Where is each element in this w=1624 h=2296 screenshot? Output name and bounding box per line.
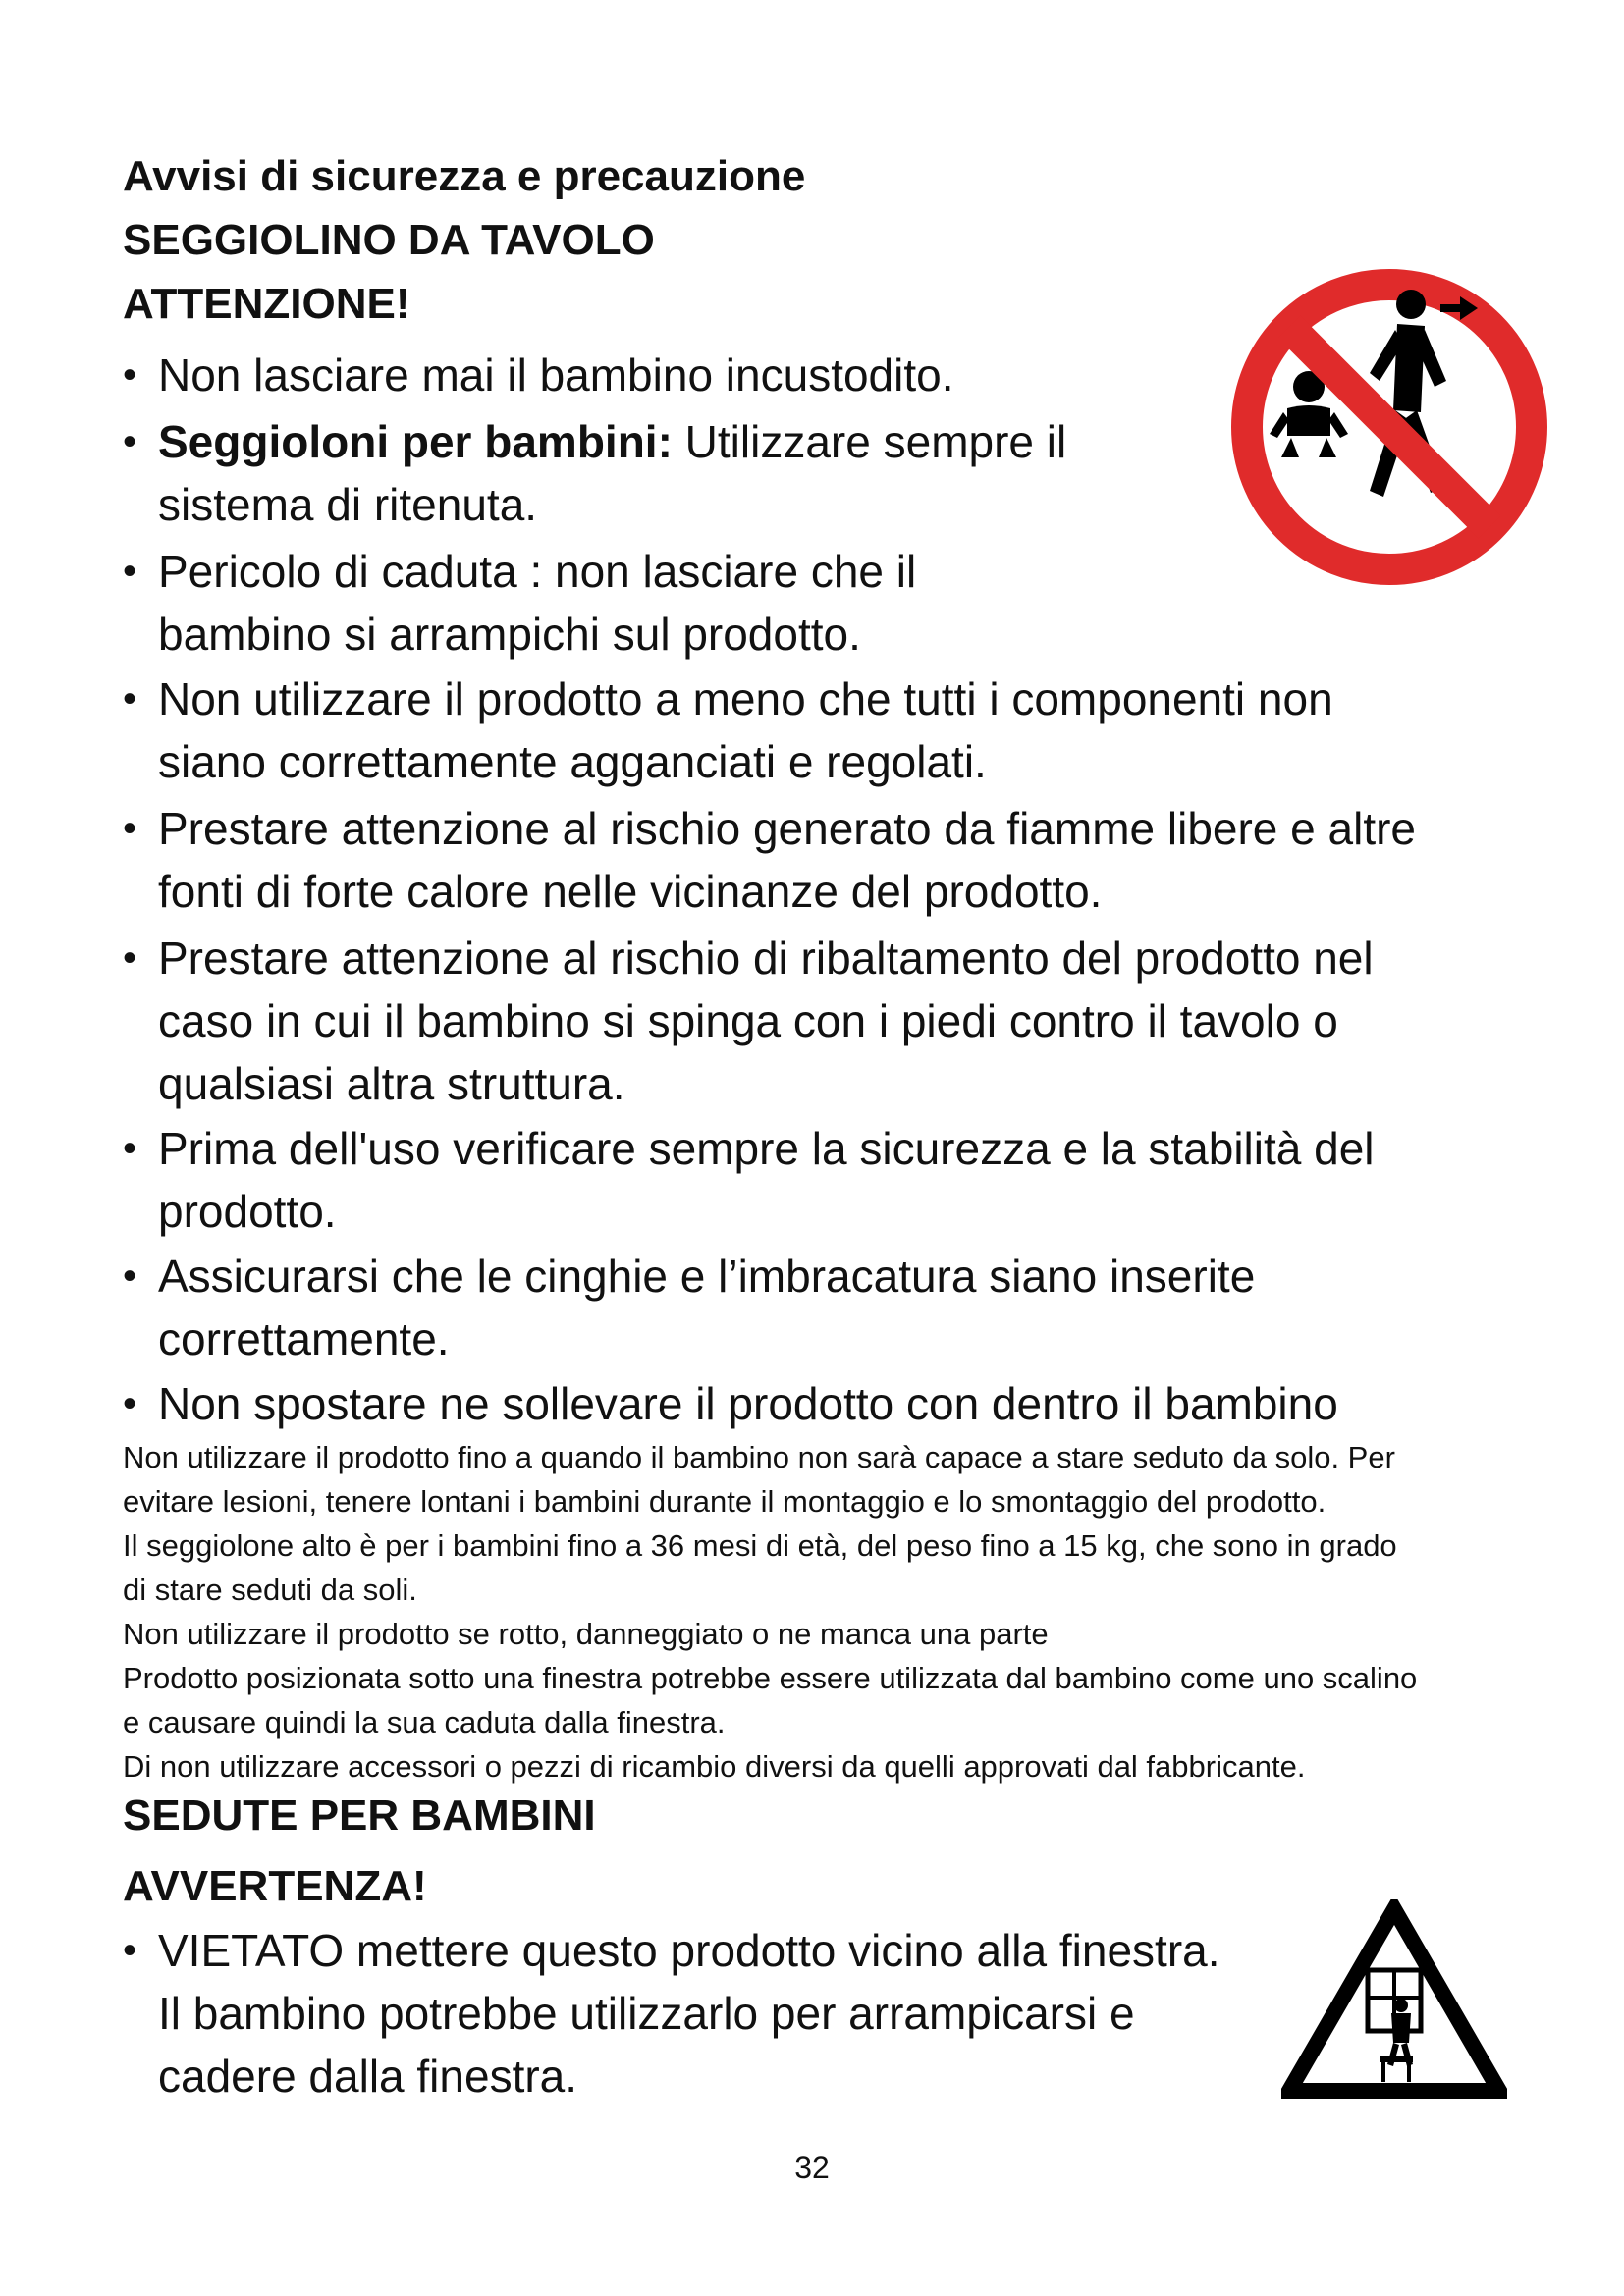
section-title: Avvisi di sicurezza e precauzione xyxy=(123,152,806,200)
bullet-icon: • xyxy=(123,807,137,850)
list-item-text: correttamente. xyxy=(158,1313,450,1364)
list-item-text: Prestare attenzione al rischio di ribaltamento del prodotto nel xyxy=(158,933,1374,984)
paragraph-line: Di non utilizzare accessori o pezzi di ricambio diversi da quelli approvati dal fabbricante. xyxy=(123,1749,1306,1784)
list-item-text: prodotto. xyxy=(158,1186,337,1237)
list-item xyxy=(123,410,1066,536)
list-item-text: Prestare attenzione al rischio generato da fiamme libere e altre xyxy=(158,803,1417,854)
paragraph-line: Non utilizzare il prodotto se rotto, danneggiato o ne manca una parte xyxy=(123,1617,1049,1651)
paragraph-line: evitare lesioni, tenere lontani i bambini durante il montaggio e lo smontaggio del prodotto. xyxy=(123,1484,1326,1519)
paragraph-line: Non utilizzare il prodotto fino a quando il bambino non sarà capace a stare seduto da solo. Per xyxy=(123,1440,1395,1474)
list-item-text: caso in cui il bambino si spinga con i piedi contro il tavolo o xyxy=(158,995,1338,1046)
list-item-text: Non lasciare mai il bambino incustodito. xyxy=(158,349,954,400)
list-item-text: sistema di ritenuta. xyxy=(158,479,538,530)
paragraph-line: Prodotto posizionata sotto una finestra potrebbe essere utilizzata dal bambino come uno scalino xyxy=(123,1661,1418,1695)
list-item xyxy=(123,1919,1220,2108)
list-item xyxy=(123,1117,1375,1243)
list-item-text: Il bambino potrebbe utilizzarlo per arrampicarsi e xyxy=(158,1988,1135,2039)
list-item-bold-label: Seggioloni per bambini: xyxy=(158,416,673,467)
list-item-text: Prima dell'uso verificare sempre la sicurezza e la stabilità del xyxy=(158,1123,1375,1174)
bullet-icon: • xyxy=(123,1382,137,1425)
bullet-icon: • xyxy=(123,677,137,721)
bullet-icon: • xyxy=(123,420,137,463)
page-number: 32 xyxy=(794,2150,830,2185)
window-climb-warning-icon xyxy=(1281,1899,1507,2101)
section-heading: SEDUTE PER BAMBINI xyxy=(123,1791,596,1840)
list-item xyxy=(123,927,1374,1115)
bullet-icon: • xyxy=(123,1127,137,1170)
warning-heading: AVVERTENZA! xyxy=(123,1862,427,1910)
list-item-text: VIETATO mettere questo prodotto vicino alla finestra. xyxy=(158,1925,1220,1976)
attention-heading: ATTENZIONE! xyxy=(123,280,410,328)
list-item-text: fonti di forte calore nelle vicinanze del prodotto. xyxy=(158,866,1103,917)
list-item-text-part: Utilizzare sempre il xyxy=(672,416,1067,467)
list-item-text: Non spostare ne sollevare il prodotto con dentro il bambino xyxy=(158,1378,1338,1429)
list-item xyxy=(123,797,1416,923)
list-item xyxy=(123,540,916,666)
list-item xyxy=(123,1245,1255,1370)
list-item-text: qualsiasi altra struttura. xyxy=(158,1058,625,1109)
paragraph xyxy=(123,1435,1546,1789)
no-unattended-child-icon xyxy=(1193,265,1586,589)
list-item-text: siano correttamente agganciati e regolati. xyxy=(158,736,987,787)
list-item-text: Pericolo di caduta : non lasciare che il xyxy=(158,546,917,597)
paragraph-line: e causare quindi la sua caduta dalla finestra. xyxy=(123,1705,726,1739)
bullet-icon: • xyxy=(123,353,137,397)
bullet-icon: • xyxy=(123,936,137,980)
list-item-text: Assicurarsi che le cinghie e l’imbracatura siano inserite xyxy=(158,1251,1256,1302)
list-item-text: cadere dalla finestra. xyxy=(158,2051,578,2102)
list-item xyxy=(123,1372,1338,1435)
paragraph-line: Il seggiolone alto è per i bambini fino a 36 mesi di età, del peso fino a 15 kg, che sono in grado xyxy=(123,1528,1397,1563)
product-heading: SEGGIOLINO DA TAVOLO xyxy=(123,216,655,264)
bullet-icon: • xyxy=(123,1255,137,1298)
list-item-text: Non utilizzare il prodotto a meno che tutti i componenti non xyxy=(158,673,1333,724)
bullet-icon: • xyxy=(123,550,137,593)
list-item xyxy=(123,667,1333,793)
paragraph-line: di stare seduti da soli. xyxy=(123,1573,417,1607)
list-item-text: bambino si arrampichi sul prodotto. xyxy=(158,609,861,660)
list-item xyxy=(123,344,954,406)
list-item-text xyxy=(158,410,1066,473)
bullet-icon: • xyxy=(123,1929,137,1972)
